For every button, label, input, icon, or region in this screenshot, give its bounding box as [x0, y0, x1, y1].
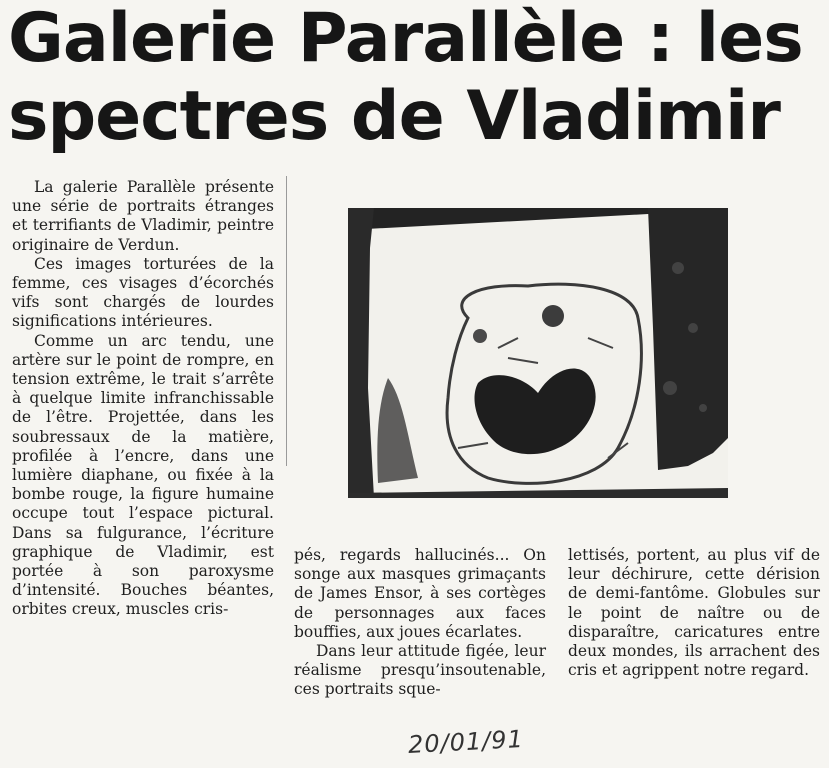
handwritten-date: 20/01/91 — [407, 724, 525, 760]
paragraph: lettisés, portent, au plus vif de leur déchirure, cette dérision de demi-fantôme. Globules sur le point de naître ou de disparaître, caricatures entre deux mondes, ils arrachent des cris et agrippent notre regard. — [568, 546, 820, 680]
column-2 — [294, 546, 546, 700]
portrait-photo — [348, 208, 728, 498]
paragraph: pés, regards hallucinés... On songe aux masques grimaçants de James Ensor, à ses cortèges de personnages aux faces bouffies, aux joues écarlates. — [294, 546, 546, 641]
headline-line-2: spectres de Vladimir — [8, 77, 780, 156]
column-1 — [12, 178, 274, 620]
column-divider — [286, 176, 287, 466]
paragraph: Comme un arc tendu, une artère sur le point de rompre, en tension extrême, le trait s’arrête à quelque limite infranchissable de l’être. Projettée, dans les soubressaux de la matière, profilée à l’encre, dans une lumière diaphane, ou fixée à la bombe rouge, la figure humaine occupe tout l’espace pictural. Dans sa fulgurance, l’écriture graphique de Vladimir, est portée à son paroxysme d’intensité. Bouches béantes, orbites creux, muscles cris- — [12, 331, 274, 619]
paragraph: Ces images torturées de la femme, ces visages d’écorchés vifs sont chargés de lourdes significations intérieures. — [12, 254, 274, 331]
headline — [8, 0, 823, 156]
headline-line-1: Galerie Parallèle : les — [8, 0, 803, 78]
paragraph: Dans leur attitude figée, leur réalisme presqu’insoutenable, ces portraits sque- — [294, 642, 546, 699]
paragraph: La galerie Parallèle présente une série de portraits étranges et terrifiants de Vladimir, peintre originaire de Verdun. — [12, 178, 274, 254]
column-3 — [568, 546, 820, 680]
